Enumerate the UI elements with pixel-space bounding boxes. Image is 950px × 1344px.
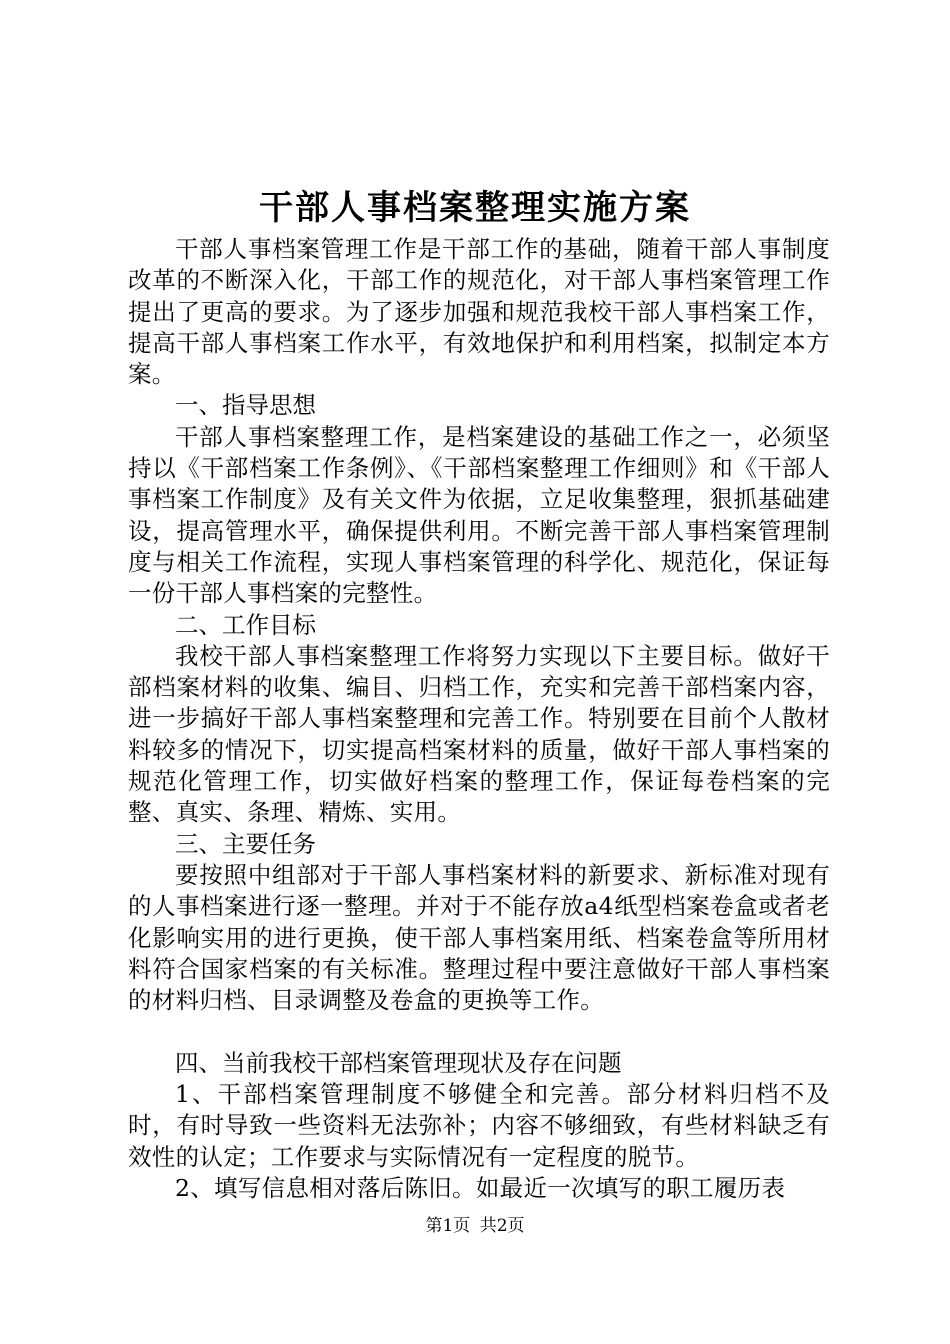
section-item-1: 1、干部档案管理制度不够健全和完善。部分材料归档不及时，有时导致一些资料无法弥补；内容不够细致，有些材料缺乏有效性的认定；工作要求与实际情况有一定程度的脱节。 [128,1080,830,1171]
section-paragraph-2: 我校干部人事档案整理工作将努力实现以下主要目标。做好干部档案材料的收集、编目、归档工作，充实和完善干部档案内容，进一步搞好干部人事档案整理和完善工作。特别要在目前个人散材料较多的情况下，切实提高档案材料的质量，做好干部人事档案的规范化管理工作，切实做好档案的整理工作，保证每卷档案的完整、真实、条理、精炼、实用。 [128,641,830,827]
section-paragraph-1: 干部人事档案整理工作，是档案建设的基础工作之一，必须坚持以《干部档案工作条例》、《干部档案整理工作细则》和《干部人事档案工作制度》及有关文件为依据，立足收集整理，狠抓基础建设，提高管理水平，确保提供利用。不断完善干部人事档案管理制度与相关工作流程，实现人事档案管理的科学化、规范化，保证每一份干部人事档案的完整性。 [128,422,830,608]
page-total: 共2页 [479,1216,525,1236]
section-heading-4: 四、当前我校干部档案管理现状及存在问题 [175,1048,622,1077]
section-item-2: 2、填写信息相对落后陈旧。如最近一次填写的职工履历表 [175,1173,786,1202]
document-title: 干部人事档案整理实施方案 [259,188,691,228]
paragraph-spacer [128,1016,830,1047]
section-paragraph-3: 要按照中组部对于干部人事档案材料的新要求、新标准对现有的人事档案进行逐一整理。并对于不能存放a4纸型档案卷盒或者老化影响实用的进行更换，使干部人事档案用纸、档案卷盒等所用材料符合国家档案的有关标准。整理过程中要注意做好干部人事档案的材料归档、目录调整及卷盒的更换等工作。 [128,860,830,1015]
section-heading-1: 一、指导思想 [175,391,316,420]
document-body [128,234,830,1204]
intro-paragraph: 干部人事档案管理工作是干部工作的基础，随着干部人事制度改革的不断深入化，干部工作的规范化，对干部人事档案管理工作提出了更高的要求。为了逐步加强和规范我校干部人事档案工作，提高干部人事档案工作水平，有效地保护和利用档案，拟制定本方案。 [128,235,830,389]
page-number: 第1页 [425,1216,471,1236]
section-heading-2: 二、工作目标 [175,610,316,639]
page-footer [0,1215,950,1237]
section-heading-3: 三、主要任务 [175,829,316,858]
